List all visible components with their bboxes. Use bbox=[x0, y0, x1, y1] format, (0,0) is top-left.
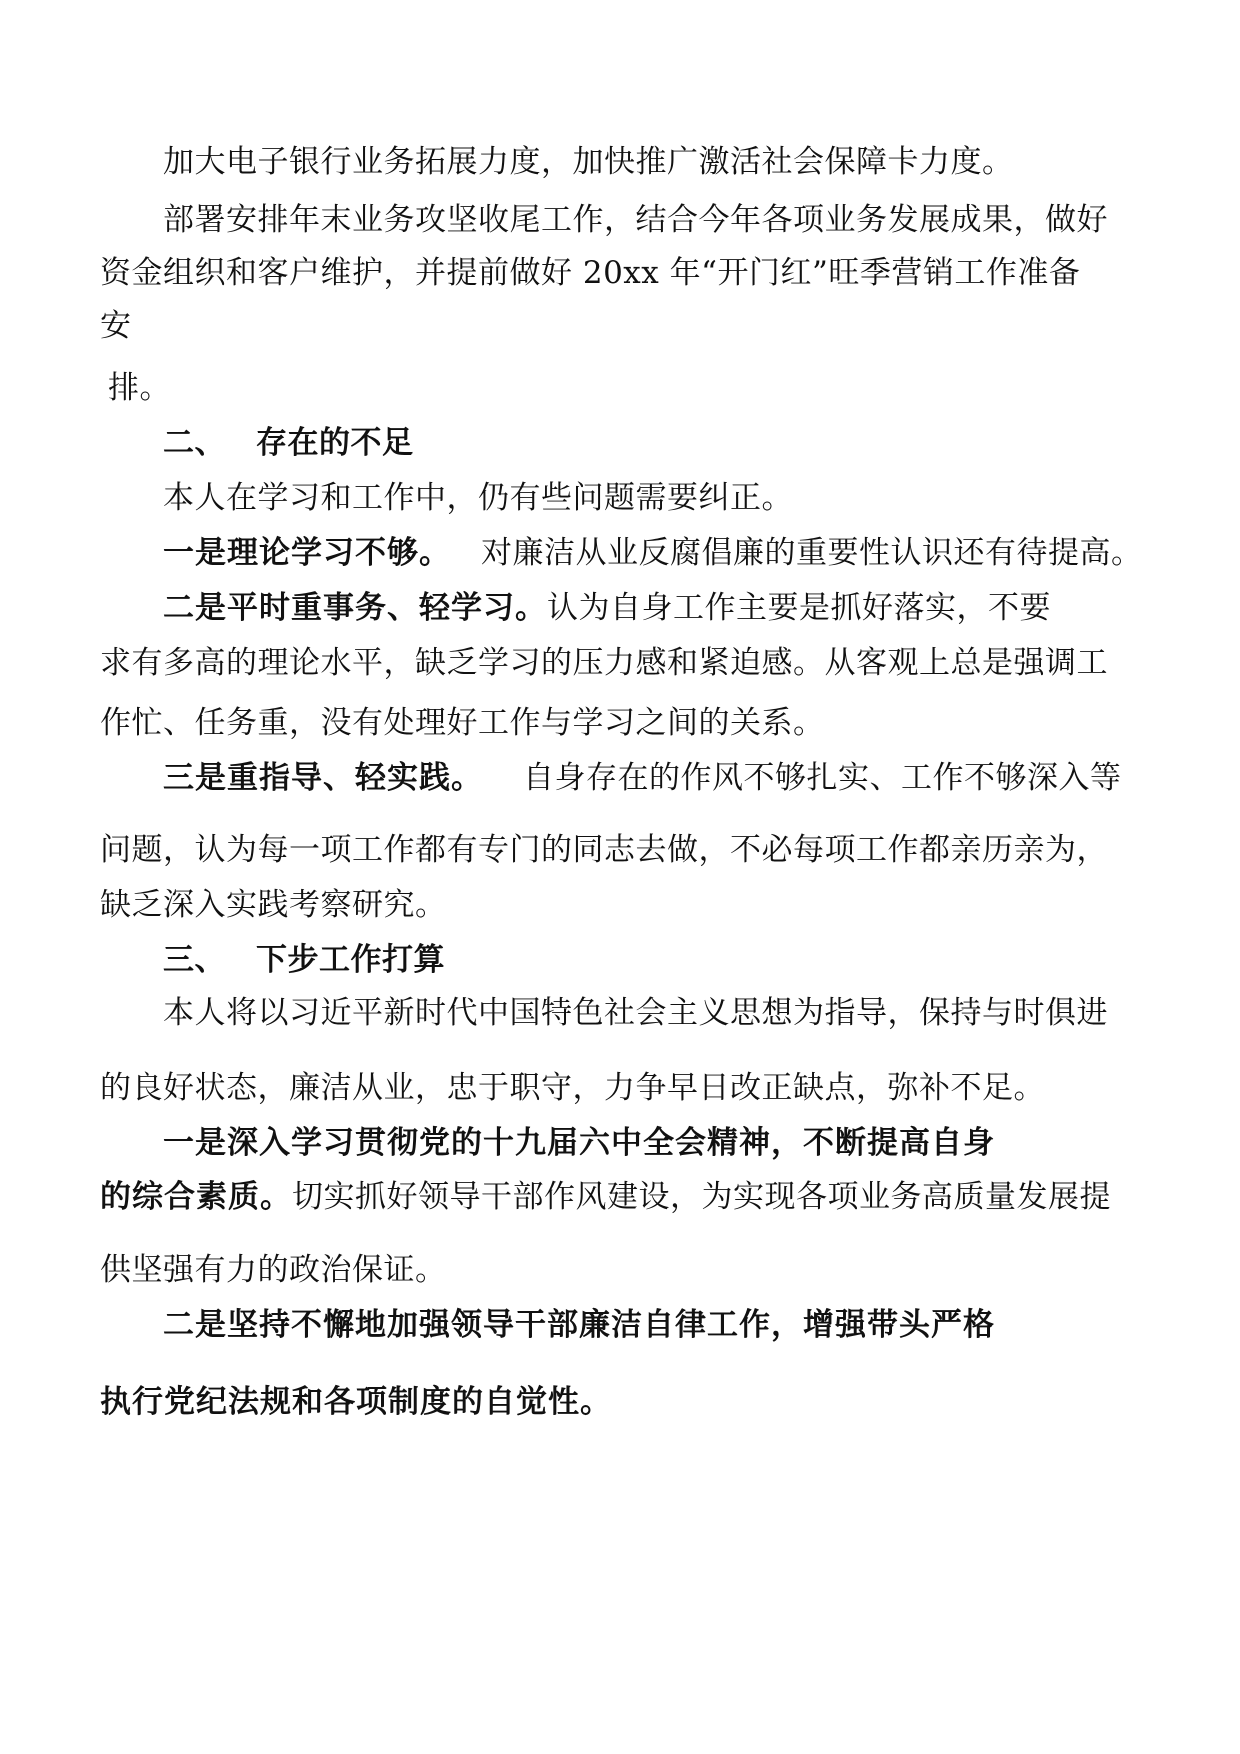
paragraph-line: 缺乏深入实践考察研究。 bbox=[100, 887, 447, 923]
paragraph-line: 求有多高的理论水平，缺乏学习的压力感和紧迫感。从客观上总是强调工 bbox=[100, 645, 1108, 681]
bold-lead: 一是理论学习不够。 bbox=[163, 535, 451, 571]
paragraph-text: 对廉洁从业反腐倡廉的重要性认识还有待提高。 bbox=[481, 535, 1143, 571]
paragraph-line: 安 bbox=[100, 308, 132, 344]
section-number: 二、 bbox=[163, 425, 226, 461]
paragraph-line bbox=[163, 758, 1122, 798]
paragraph-line bbox=[163, 588, 1051, 628]
bold-paragraph-line: 一是深入学习贯彻党的十九届六中全会精神，不断提高自身 bbox=[163, 1125, 995, 1161]
paragraph-line: 资金组织和客户维护，并提前做好 20xx 年“开门红”旺季营销工作准备 bbox=[100, 255, 1081, 291]
paragraph-line: 本人在学习和工作中，仍有些问题需要纠正。 bbox=[163, 480, 793, 516]
bold-paragraph-line: 执行党纪法规和各项制度的自觉性。 bbox=[100, 1384, 612, 1420]
section-title: 下步工作打算 bbox=[256, 942, 445, 978]
paragraph-text: 切实抓好领导干部作风建设，为实现各项业务高质量发展提 bbox=[292, 1179, 1111, 1215]
paragraph-line: 加大电子银行业务拓展力度，加快推广激活社会保障卡力度。 bbox=[163, 144, 1014, 180]
bold-lead: 二是平时重事务、轻学习。 bbox=[163, 590, 547, 626]
bold-lead: 三是重指导、轻实践。 bbox=[163, 760, 483, 796]
section-heading bbox=[163, 423, 414, 463]
section-heading bbox=[163, 940, 445, 980]
paragraph-line: 问题，认为每一项工作都有专门的同志去做，不必每项工作都亲历亲为， bbox=[100, 832, 1108, 868]
paragraph-line: 部署安排年末业务攻坚收尾工作，结合今年各项业务发展成果，做好 bbox=[163, 202, 1108, 238]
paragraph-line: 本人将以习近平新时代中国特色社会主义思想为指导，保持与时俱进 bbox=[163, 995, 1108, 1031]
paragraph-text: 认为自身工作主要是抓好落实，不要 bbox=[547, 590, 1051, 626]
section-number: 三、 bbox=[163, 942, 226, 978]
bold-lead: 的综合素质。 bbox=[100, 1179, 292, 1215]
paragraph-line: 供坚强有力的政治保证。 bbox=[100, 1252, 447, 1288]
section-title: 存在的不足 bbox=[256, 425, 414, 461]
paragraph-text: 自身存在的作风不够扎实、工作不够深入等 bbox=[523, 760, 1122, 796]
paragraph-line: 排。 bbox=[108, 370, 171, 406]
paragraph-line: 作忙、任务重，没有处理好工作与学习之间的关系。 bbox=[100, 705, 825, 741]
bold-paragraph-line: 二是坚持不懈地加强领导干部廉洁自律工作，增强带头严格 bbox=[163, 1307, 995, 1343]
paragraph-line bbox=[163, 533, 1143, 573]
paragraph-line bbox=[100, 1177, 1111, 1217]
paragraph-line: 的良好状态，廉洁从业，忠于职守，力争早日改正缺点，弥补不足。 bbox=[100, 1070, 1045, 1106]
